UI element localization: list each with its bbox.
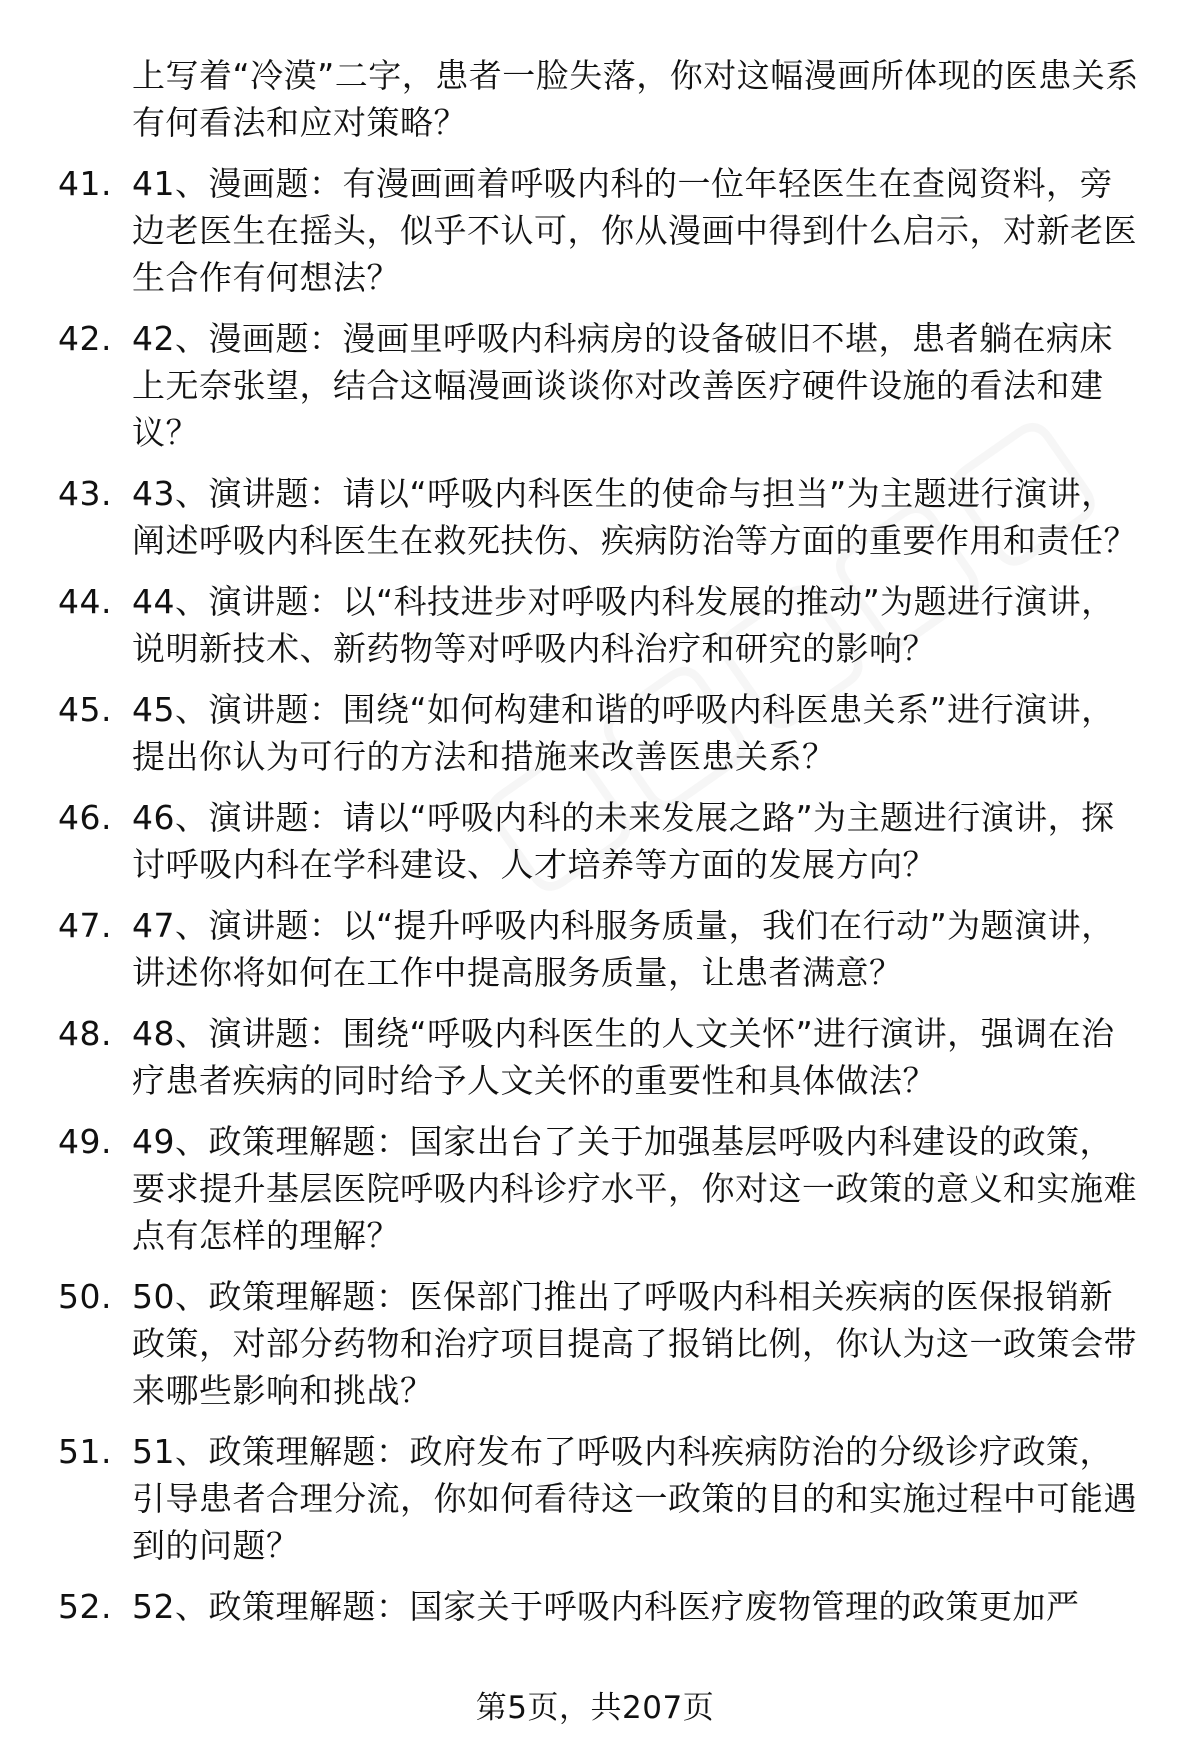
item-text: 48、演讲题：围绕“呼吸内科医生的人文关怀”进行演讲，强调在治疗患者疾病的同时给予人文关怀的重要性和具体做法？ bbox=[132, 1014, 1115, 1100]
list-item bbox=[0, 902, 1142, 996]
item-text: 41、漫画题：有漫画画着呼吸内科的一位年轻医生在查阅资料，旁边老医生在摇头，似乎不认可，你从漫画中得到什么启示，对新老医生合作有何想法？ bbox=[132, 164, 1137, 297]
list-item bbox=[0, 1273, 1142, 1414]
question-list bbox=[0, 160, 1190, 1644]
item-number: 43. bbox=[58, 474, 112, 513]
page-footer: 第5页，共207页 bbox=[475, 1690, 715, 1726]
item-number: 48. bbox=[58, 1014, 112, 1053]
list-item bbox=[0, 1428, 1142, 1569]
item-number: 47. bbox=[58, 906, 112, 945]
list-item bbox=[0, 470, 1142, 564]
list-item bbox=[0, 1010, 1142, 1104]
list-item bbox=[0, 794, 1142, 888]
item-text: 52、政策理解题：国家关于呼吸内科医疗废物管理的政策更加严 bbox=[132, 1587, 1080, 1626]
item-text: 45、演讲题：围绕“如何构建和谐的呼吸内科医患关系”进行演讲，提出你认为可行的方法和措施来改善医患关系？ bbox=[132, 690, 1115, 776]
list-item bbox=[0, 578, 1142, 672]
list-item bbox=[0, 160, 1142, 301]
item-number: 46. bbox=[58, 798, 112, 837]
item-number: 45. bbox=[58, 690, 112, 729]
item-text: 44、演讲题：以“科技进步对呼吸内科发展的推动”为题进行演讲，说明新技术、新药物等对呼吸内科治疗和研究的影响？ bbox=[132, 582, 1115, 668]
item-number: 42. bbox=[58, 319, 112, 358]
list-item bbox=[0, 1583, 1142, 1630]
item-number: 50. bbox=[58, 1277, 112, 1316]
item-text: 49、政策理解题：国家出台了关于加强基层呼吸内科建设的政策，要求提升基层医院呼吸内科诊疗水平，你对这一政策的意义和实施难点有怎样的理解？ bbox=[132, 1122, 1137, 1255]
item-text: 46、演讲题：请以“呼吸内科的未来发展之路”为主题进行演讲，探讨呼吸内科在学科建设、人才培养等方面的发展方向？ bbox=[132, 798, 1115, 884]
item-text: 50、政策理解题：医保部门推出了呼吸内科相关疾病的医保报销新政策，对部分药物和治疗项目提高了报销比例，你认为这一政策会带来哪些影响和挑战？ bbox=[132, 1277, 1137, 1410]
item-text: 43、演讲题：请以“呼吸内科医生的使命与担当”为主题进行演讲，阐述呼吸内科医生在救死扶伤、疾病防治等方面的重要作用和责任？ bbox=[132, 474, 1137, 560]
item-text: 51、政策理解题：政府发布了呼吸内科疾病防治的分级诊疗政策，引导患者合理分流，你如何看待这一政策的目的和实施过程中可能遇到的问题？ bbox=[132, 1432, 1137, 1565]
item-text: 47、演讲题：以“提升呼吸内科服务质量，我们在行动”为题演讲，讲述你将如何在工作中提高服务质量，让患者满意？ bbox=[132, 906, 1115, 992]
item-number: 49. bbox=[58, 1122, 112, 1161]
item-number: 44. bbox=[58, 582, 112, 621]
item-number: 41. bbox=[58, 164, 112, 203]
list-item bbox=[0, 315, 1142, 456]
list-item bbox=[0, 1118, 1142, 1259]
item-text: 42、漫画题：漫画里呼吸内科病房的设备破旧不堪，患者躺在病床上无奈张望，结合这幅漫画谈谈你对改善医疗硬件设施的看法和建议？ bbox=[132, 319, 1113, 452]
continued-question-text: 上写着“冷漠”二字，患者一脸失落，你对这幅漫画所体现的医患关系有何看法和应对策略？ bbox=[132, 56, 1139, 142]
item-number: 52. bbox=[58, 1587, 112, 1626]
item-number: 51. bbox=[58, 1432, 112, 1471]
list-item bbox=[0, 686, 1142, 780]
